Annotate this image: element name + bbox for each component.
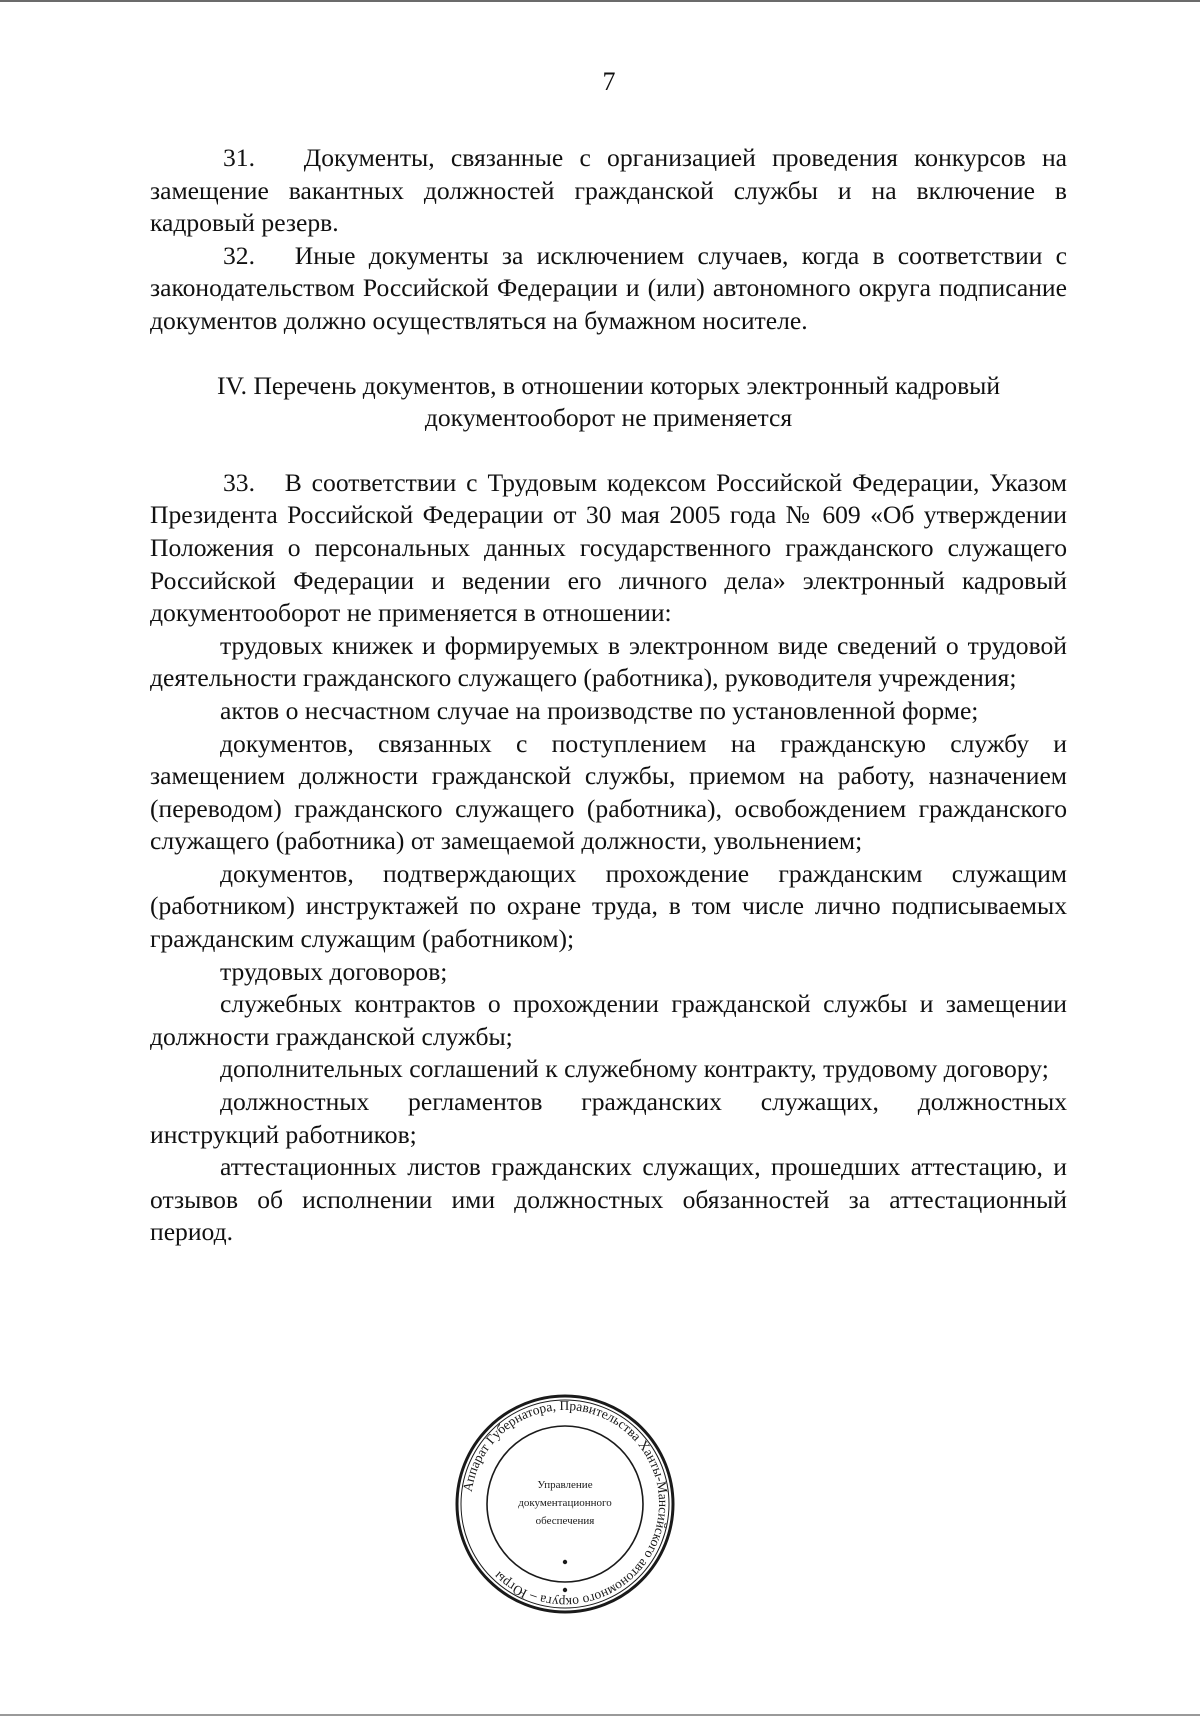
item-31-number: 31.: [223, 143, 255, 172]
list-item: аттестационных листов гражданских служащих, прошедших аттестацию, и отзывов об исполнении ими должностных обязанностей за аттестационный период.: [150, 1152, 1067, 1247]
stamp-star-icon: [563, 1560, 567, 1564]
document-body: [150, 142, 1067, 1249]
list-item: должностных регламентов гражданских служащих, должностных инструкций работников;: [150, 1087, 1067, 1149]
section-heading-line-1: IV. Перечень документов, в отношении которых электронный кадровый: [216, 370, 1001, 400]
stamp-center-line-2: документационного: [518, 1497, 612, 1509]
list-item: документов, связанных с поступлением на гражданскую службу и замещением должности гражданской службы, приемом на работу, назначением (переводом) гражданского служащего (работника), освобождением гражданского служащего (работника) от замещаемой должности, увольнением;: [150, 728, 1067, 856]
stamp-outer-text: Аппарат Губернатора, Правительства Ханты-Мансийского автономного округа – Югры: [459, 1397, 672, 1611]
list-item: служебных контрактов о прохождении гражданской службы и замещении должности гражданской службы;: [150, 989, 1067, 1051]
item-32-text: Иные документы за исключением случаев, когда в соответствии с законодательством Российской Федерации и (или) автономного округа подписание документов должно осуществляться на бумажном носителе.: [150, 240, 1067, 335]
stamp-star-icon: [563, 1588, 567, 1592]
stamp-center-line-3: обеспечения: [535, 1515, 595, 1527]
item-31: [150, 142, 1067, 240]
list-item: трудовых книжек и формируемых в электронном виде сведений о трудовой деятельности гражданского служащего (работника), руководителя учреждения;: [150, 630, 1067, 693]
section-heading-line-2: документооборот не применяется: [424, 403, 793, 433]
page-number: 7: [602, 67, 616, 96]
list-item: документов, подтверждающих прохождение гражданским служащим (работником) инструктажей по охране труда, в том числе лично подписываемых гражданским служащим (работником);: [150, 858, 1067, 954]
item-32: [150, 240, 1067, 338]
top-edge-line: [0, 0, 1200, 2]
item-32-number: 32.: [223, 240, 255, 270]
official-stamp: [453, 1392, 677, 1616]
stamp-seal-graphic: [453, 1392, 677, 1616]
list-item: актов о несчастном случае на производстве по установленной форме;: [220, 695, 979, 725]
list-item: дополнительных соглашений к служебному контракту, трудовому договору;: [220, 1054, 1049, 1084]
item-33-intro: В соответствии с Трудовым кодексом Российской Федерации, Указом Президента Российской Федерации от 30 мая 2005 года № 609 «Об утверждении Положения о персональных данных государственного гражданского служащего Российской Федерации и ведении его личного дела» электронный кадровый документооборот не применяется в отношении:: [150, 467, 1068, 628]
list-item: трудовых договоров;: [220, 956, 448, 986]
item-33: [150, 467, 1067, 630]
item-33-number: 33.: [223, 467, 255, 497]
section-heading: [150, 338, 1067, 467]
bottom-edge-line: [0, 1714, 1200, 1716]
stamp-center-line-1: Управление: [537, 1479, 593, 1491]
item-31-text: Документы, связанные с организацией проведения конкурсов на замещение вакантных должностей гражданской службы и на включение в кадровый резерв.: [150, 143, 1067, 238]
